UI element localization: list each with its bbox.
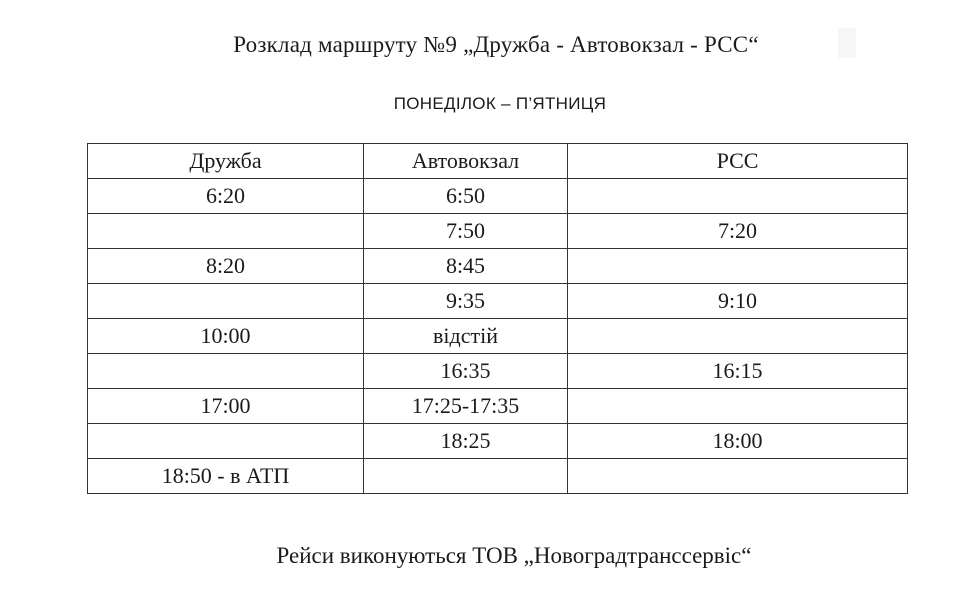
- table-row: [88, 214, 908, 249]
- cell-avtovokzal: 16:35: [364, 354, 568, 389]
- table-row: [88, 319, 908, 354]
- table-row: [88, 354, 908, 389]
- table-row: [88, 249, 908, 284]
- table-header-row: [88, 144, 908, 179]
- column-header-rss: РСС: [568, 144, 908, 179]
- cell-avtovokzal: 6:50: [364, 179, 568, 214]
- table-row: [88, 459, 908, 494]
- cell-druzhba: 10:00: [88, 319, 364, 354]
- cell-avtovokzal: відстій: [364, 319, 568, 354]
- cell-druzhba: [88, 214, 364, 249]
- cell-avtovokzal: 18:25: [364, 424, 568, 459]
- cell-avtovokzal: 17:25-17:35: [364, 389, 568, 424]
- page-title: Розклад маршруту №9 „Дружба - Автовокзал - РСС“: [233, 32, 759, 57]
- cell-rss: 16:15: [568, 354, 908, 389]
- column-header-avtovokzal: Автовокзал: [364, 144, 568, 179]
- cell-rss: [568, 319, 908, 354]
- cell-avtovokzal: 9:35: [364, 284, 568, 319]
- cell-druzhba: 17:00: [88, 389, 364, 424]
- cell-druzhba: [88, 284, 364, 319]
- table-row: [88, 284, 908, 319]
- cell-druzhba: [88, 354, 364, 389]
- cell-rss: 18:00: [568, 424, 908, 459]
- cell-druzhba: 18:50 - в АТП: [88, 459, 364, 494]
- table-row: [88, 389, 908, 424]
- cell-rss: [568, 459, 908, 494]
- cell-rss: [568, 179, 908, 214]
- cell-avtovokzal: [364, 459, 568, 494]
- cell-druzhba: [88, 424, 364, 459]
- operator-footer: Рейси виконуються ТОВ „Новоградтранссервіс“: [276, 543, 752, 568]
- cell-rss: [568, 389, 908, 424]
- schedule-days-subtitle: ПОНЕДІЛОК – П’ЯТНИЦЯ: [393, 94, 607, 113]
- cell-avtovokzal: 7:50: [364, 214, 568, 249]
- schedule-table: [87, 143, 908, 494]
- cell-avtovokzal: 8:45: [364, 249, 568, 284]
- column-header-druzhba: Дружба: [88, 144, 364, 179]
- cell-druzhba: 8:20: [88, 249, 364, 284]
- table-row: [88, 424, 908, 459]
- cell-rss: 9:10: [568, 284, 908, 319]
- cell-rss: [568, 249, 908, 284]
- cell-druzhba: 6:20: [88, 179, 364, 214]
- cell-rss: 7:20: [568, 214, 908, 249]
- table-row: [88, 179, 908, 214]
